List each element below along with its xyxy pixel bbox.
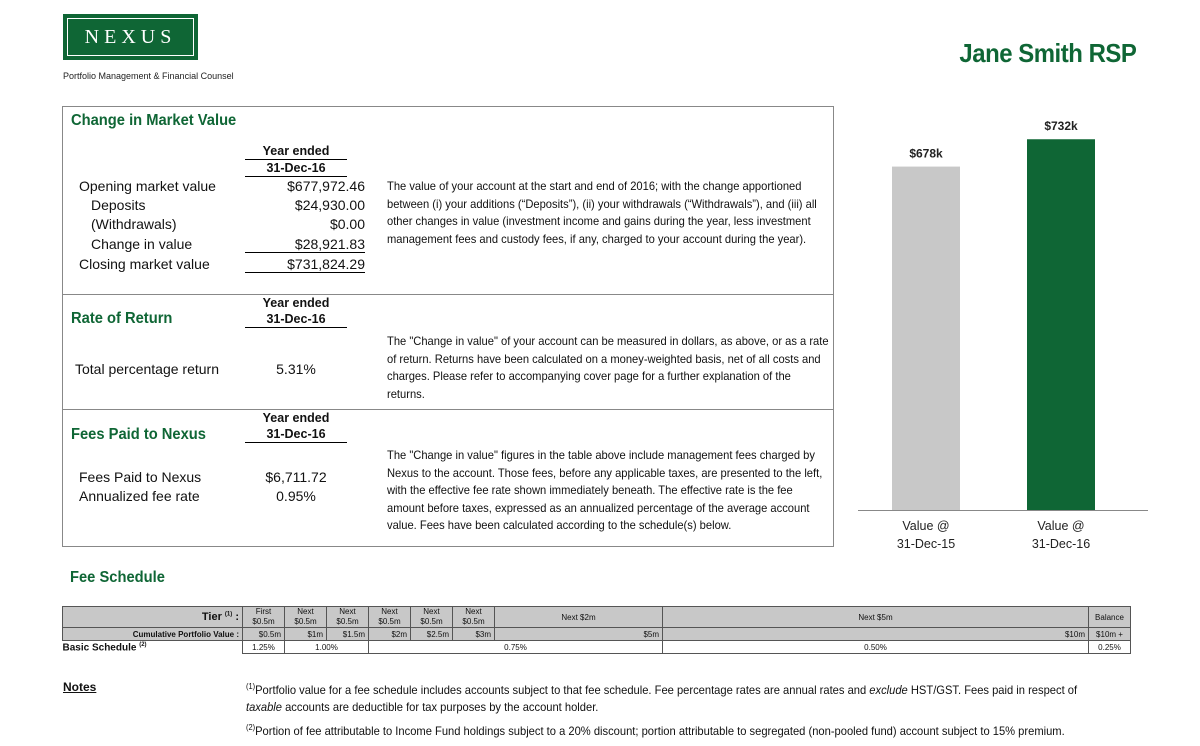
tier-line1: Next — [423, 607, 440, 616]
rate-cell: 0.25% — [1089, 641, 1131, 654]
tier-line1: Next — [465, 607, 482, 616]
rate-of-return-section — [62, 294, 834, 410]
tier-label: Tier — [201, 611, 222, 623]
change-label: Change in value — [91, 236, 193, 252]
tier-label-cell — [63, 607, 243, 628]
rate-cell: 1.25% — [243, 641, 285, 654]
bar-chart-svg — [858, 100, 1148, 560]
category-label-0-0: Value @ — [902, 519, 950, 533]
fee-rate-value: 0.95% — [276, 488, 316, 504]
tier-line1: Next — [297, 607, 314, 616]
tier-cell — [243, 607, 285, 628]
tier-cell — [453, 607, 495, 628]
rate-cell: 0.75% — [369, 641, 663, 654]
withdrawals-value: $0.00 — [329, 216, 365, 232]
note-1 — [246, 678, 1083, 716]
basic-schedule-label: Basic Schedule — [62, 641, 137, 653]
rate-cell: 0.50% — [663, 641, 1089, 654]
deposits-label: Deposits — [91, 197, 146, 213]
fees-col-head — [245, 410, 347, 443]
basic-schedule-label-cell — [63, 641, 243, 654]
tier-sup: (1) — [224, 611, 233, 618]
tier-colon: : — [235, 611, 239, 623]
logo-text: NEXUS — [67, 18, 194, 56]
deposits-value: $24,930.00 — [294, 197, 365, 213]
account-title: Jane Smith RSP — [958, 38, 1136, 68]
cumulative-cell: $10m + — [1089, 628, 1131, 641]
fees-paid-label: Fees Paid to Nexus — [79, 469, 202, 485]
cumulative-cell: $0.5m — [243, 628, 285, 641]
note-1-text-a: Portfolio value for a fee schedule includes accounts subject to that fee schedule. Fee percentage rates are annual rates and — [255, 683, 870, 697]
col-head-year-ended: Year ended — [262, 411, 330, 425]
tier-line2: $0.5m — [294, 617, 317, 626]
bar-data-label-1: $732k — [1044, 119, 1078, 134]
closing-label: Closing market value — [79, 256, 210, 272]
tier-cell — [369, 607, 411, 628]
basic-schedule-sup: (2) — [139, 641, 147, 648]
tier-line1: Next — [339, 607, 356, 616]
bar-1 — [1027, 139, 1095, 510]
market-value-col-head — [245, 143, 347, 177]
tier-line2: $0.5m — [378, 617, 401, 626]
tier-line1: First — [255, 607, 272, 616]
tier-cell-next-5m: Next $5m — [663, 607, 1089, 628]
account-value-chart — [858, 100, 1148, 560]
note-1-text-b: HST/GST. Fees paid in respect of — [907, 683, 1078, 697]
closing-value: $731,824.29 — [245, 256, 365, 273]
note-1-emphasis-exclude: exclude — [869, 683, 908, 697]
category-label-1-0: Value @ — [1037, 519, 1085, 533]
col-head-date: 31-Dec-16 — [245, 426, 347, 443]
rate-col-head — [245, 295, 347, 328]
cumulative-cell: $5m — [495, 628, 663, 641]
total-return-label: Total percentage return — [75, 361, 219, 377]
market-value-section — [62, 106, 834, 295]
fees-paid-section — [62, 409, 834, 547]
tier-cell — [327, 607, 369, 628]
basic-schedule-row — [63, 641, 1131, 654]
note-1-sup: (1) — [246, 682, 256, 691]
cumulative-cell: $1.5m — [327, 628, 369, 641]
cumulative-cell: $2m — [369, 628, 411, 641]
cumulative-label: Cumulative Portfolio Value : — [63, 628, 243, 641]
tier-line2: $0.5m — [336, 617, 359, 626]
tier-cell — [411, 607, 453, 628]
withdrawals-label: (Withdrawals) — [91, 216, 177, 232]
tier-line2: $0.5m — [462, 617, 485, 626]
note-2-sup: (2) — [246, 723, 256, 732]
tagline: Portfolio Management & Financial Counsel — [63, 71, 234, 81]
total-return-value: 5.31% — [276, 361, 316, 377]
col-head-date: 31-Dec-16 — [245, 159, 347, 177]
note-2-text: Portion of fee attributable to Income Fund holdings subject to a 20% discount; portion attributable to segregated (non-pooled fund) account subject to 15% premium. — [255, 724, 1065, 738]
fee-rate-label: Annualized fee rate — [79, 488, 200, 504]
change-value: $28,921.83 — [245, 236, 365, 253]
bar-0 — [892, 167, 960, 510]
opening-value: $677,972.46 — [287, 178, 365, 194]
rate-of-return-description: The "Change in value" of your account can be measured in dollars, as above, or as a rate of return. Returns have been calculated on a money-weighted basis, net of all costs and charges. Please refer to accompanying cover page for a further explanation of the returns. — [387, 334, 829, 401]
fees-paid-description: The "Change in value" figures in the table above include management fees charged by Nexus to the account. Those fees, before any applicable taxes, are presented to the left, with the effective fee rate shown immediately beneath. The effective rate is the fee amount before taxes, expressed as an annualized percentage of the average account value. Fees have been calculated according to the schedule(s) below. — [387, 448, 823, 532]
market-value-description: The value of your account at the start and end of 2016; with the change apportioned between (i) your additions (“Deposits”), (ii) your withdrawals (“Withdrawals”), and (iii) all other changes in value (investment income and gains during the year, less investment management fees and custody fees, if any, charged to your account during the year). — [387, 179, 817, 246]
tier-cell-balance: Balance — [1089, 607, 1131, 628]
tier-line2: $0.5m — [420, 617, 443, 626]
note-2 — [246, 719, 1083, 740]
fees-paid-title: Fees Paid to Nexus — [71, 426, 206, 443]
note-1-text-c: accounts are deductible for tax purposes by the account holder. — [281, 700, 599, 714]
tier-row — [63, 607, 1131, 628]
col-head-year-ended: Year ended — [262, 296, 330, 310]
notes-label: Notes — [63, 680, 97, 694]
fees-paid-value: $6,711.72 — [265, 469, 327, 485]
tier-cell-next-2m: Next $2m — [495, 607, 663, 628]
col-head-date: 31-Dec-16 — [245, 311, 347, 328]
note-1-emphasis-taxable: taxable — [246, 700, 282, 714]
cumulative-row — [63, 628, 1131, 641]
fee-schedule-title: Fee Schedule — [70, 569, 165, 586]
rate-cell: 1.00% — [285, 641, 369, 654]
category-label-1-1: 31-Dec-16 — [1031, 537, 1091, 551]
nexus-logo — [63, 14, 198, 60]
rate-of-return-title: Rate of Return — [71, 310, 173, 327]
cumulative-cell: $1m — [285, 628, 327, 641]
category-label-0-1: 31-Dec-15 — [896, 537, 956, 551]
tier-line2: $0.5m — [252, 617, 275, 626]
tier-cell — [285, 607, 327, 628]
cumulative-cell: $2.5m — [411, 628, 453, 641]
cumulative-cell: $10m — [663, 628, 1089, 641]
col-head-year-ended: Year ended — [262, 144, 330, 158]
fee-schedule-table — [62, 606, 1131, 654]
cumulative-cell: $3m — [453, 628, 495, 641]
tier-line1: Next — [381, 607, 398, 616]
market-value-title: Change in Market Value — [71, 112, 237, 129]
bar-data-label-0: $678k — [909, 146, 943, 161]
opening-label: Opening market value — [79, 178, 216, 194]
